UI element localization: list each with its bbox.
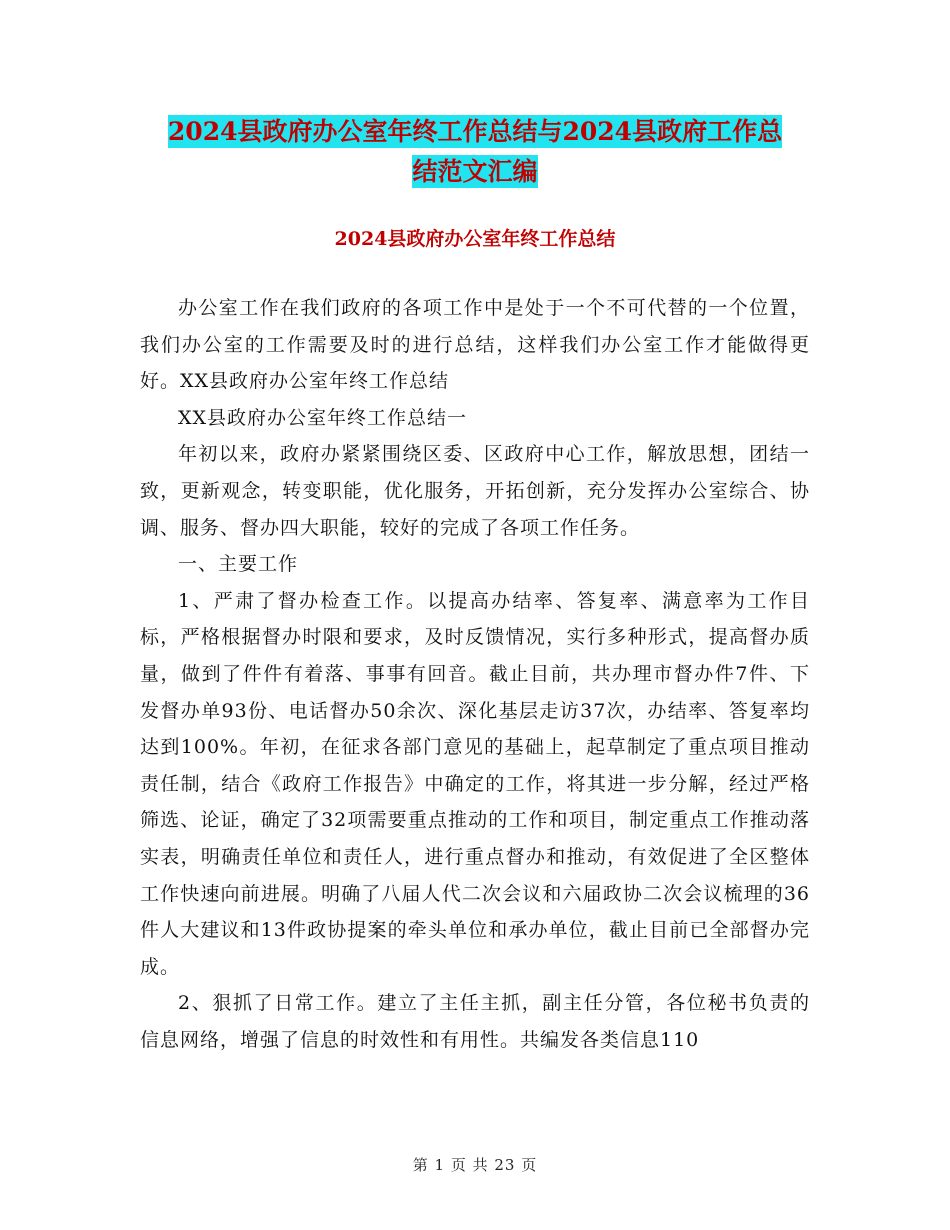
page-footer: 第 1 页 共 23 页	[412, 1156, 538, 1174]
section-title: 2024县政府办公室年终工作总结	[334, 228, 616, 250]
paragraph-overview: 年初以来，政府办紧紧围绕区委、区政府中心工作，解放思想，团结一致，更新观念，转变职能，优化服务，开拓创新，充分发挥办公室综合、协调、服务、督办四大职能，较好的完成了各项工作任务。	[140, 443, 810, 539]
document-title-line-2: 结范文汇编	[412, 157, 538, 186]
document-title-line-1: 2024县政府办公室年终工作总结与2024县政府工作总	[167, 117, 783, 146]
paragraph-intro: 办公室工作在我们政府的各项工作中是处于一个不可代替的一个位置，我们办公室的工作需要及时的进行总结，这样我们办公室工作才能做得更好。XX县政府办公室年终工作总结	[140, 297, 810, 393]
paragraph-heading-part-one: XX县政府办公室年终工作总结一	[178, 406, 468, 429]
paragraph-supervision: 1、严肃了督办检查工作。以提高办结率、答复率、满意率为工作目标，严格根据督办时限和要求，及时反馈情况，实行多种形式，提高督办质量，做到了件件有着落、事事有回音。截止目前，共办理市督办件7件、下发督办单93份、电话督办50余次、深化基层走访37次，办结率、答复率均达到100%。年初，在征求各部门意见的基础上，起草制定了重点项目推动责任制，结合《政府工作报告》中确定的工作，将其进一步分解，经过严格筛选、论证，确定了32项需要重点推动的工作和项目，制定重点工作推动落实表，明确责任单位和责任人，进行重点督办和推动，有效促进了全区整体工作快速向前进展。明确了八届人代二次会议和六届政协二次会议梳理的36件人大建议和13件政协提案的牵头单位和承办单位，截止目前已全部督办完成。	[140, 589, 810, 978]
paragraph-heading-main-work: 一、主要工作	[178, 553, 299, 576]
document-body	[140, 290, 810, 1058]
paragraph-daily-work: 2、狠抓了日常工作。建立了主任主抓，副主任分管，各位秘书负责的信息网络，增强了信息的时效性和有用性。共编发各类信息110	[140, 992, 810, 1051]
document-title	[140, 112, 810, 192]
